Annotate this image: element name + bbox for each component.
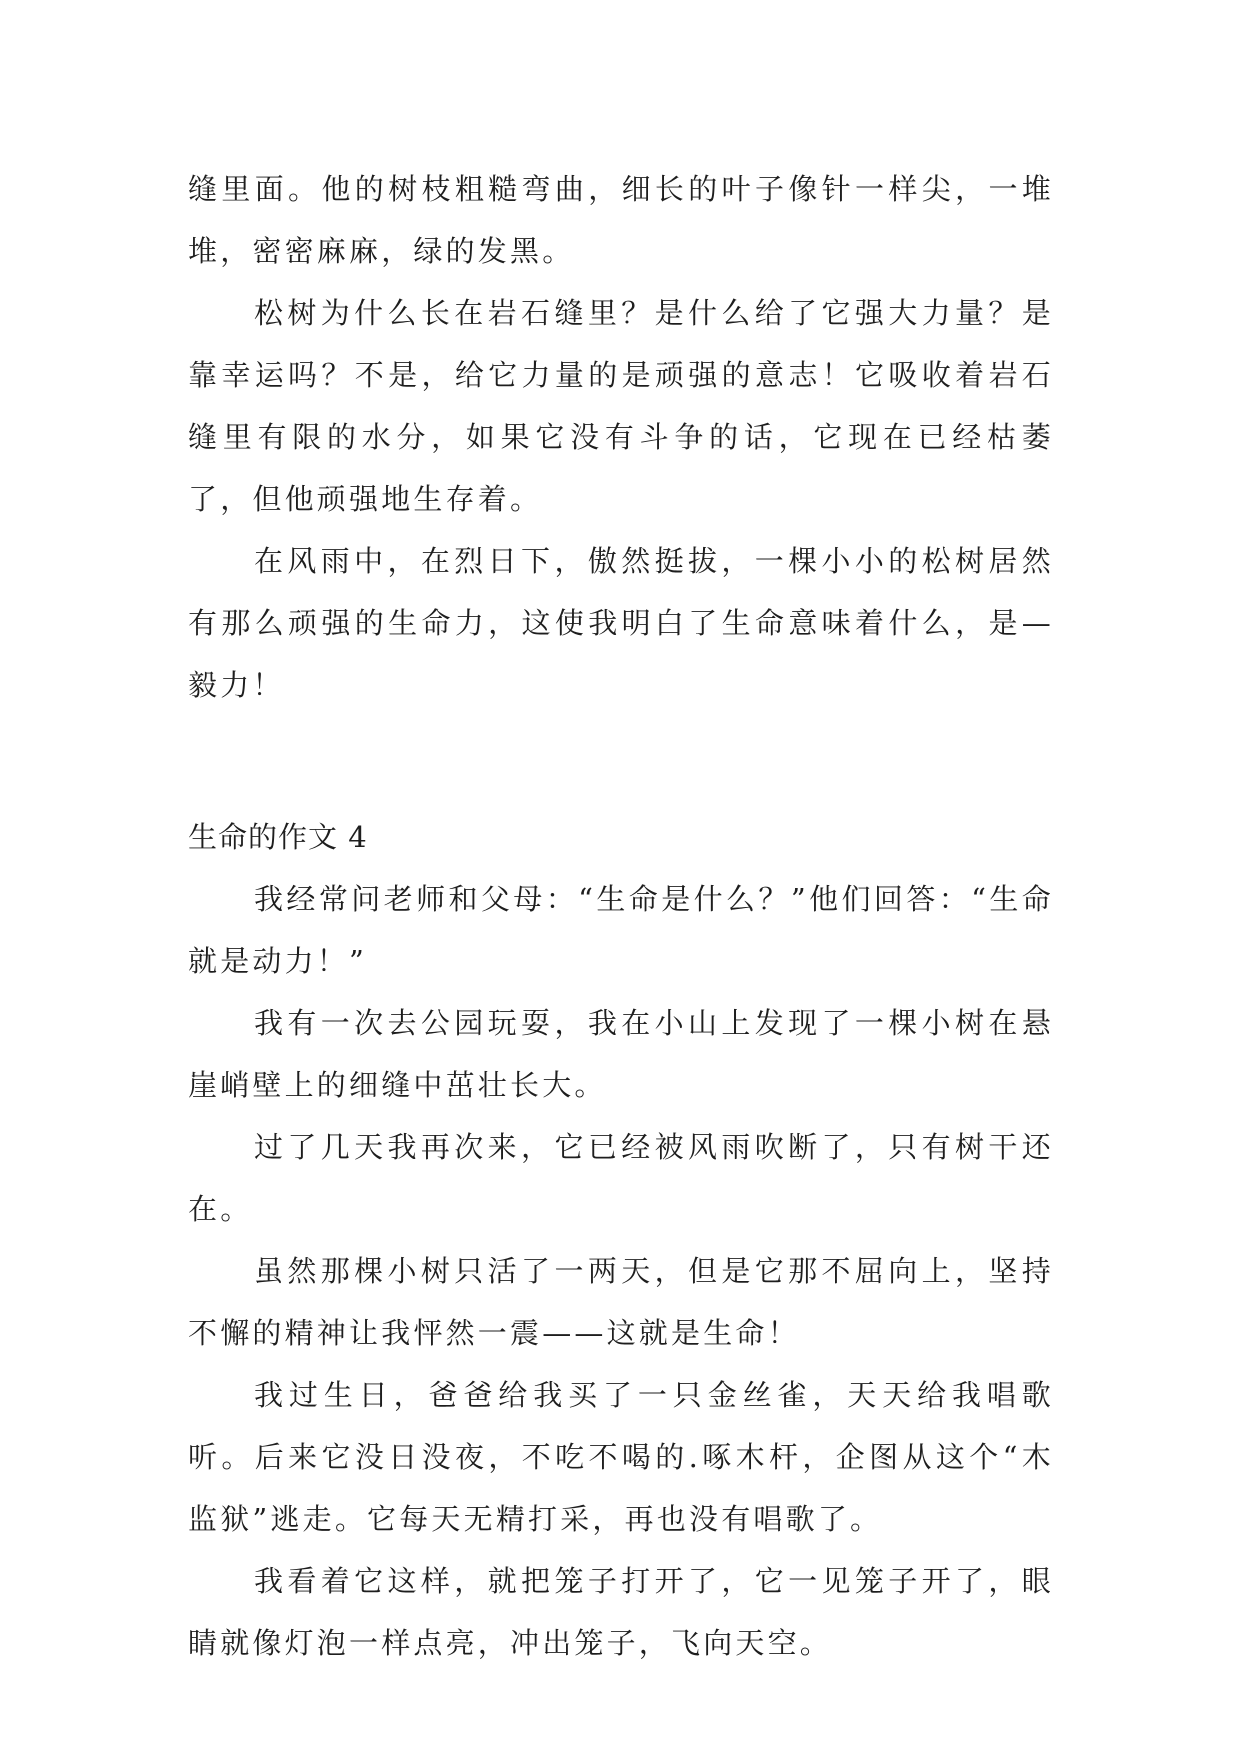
paragraph-cage-open: 我看着它这样，就把笼子打开了，它一见笼子开了，眼睛就像灯泡一样点亮，冲出笼子，飞向天空。 [188,1564,1054,1660]
paragraph-pine-conclusion: 在风雨中，在烈日下，傲然挺拔，一棵小小的松树居然有那么顽强的生命力，这使我明白了生命意味着什么，是—毅力！ [188,544,1054,702]
paragraph-canary: 我过生日，爸爸给我买了一只金丝雀，天天给我唱歌听。后来它没日没夜，不吃不喝的.啄木杆，企图从这个“木监狱”逃走。它每天无精打采，再也没有唱歌了。 [188,1378,1054,1536]
paragraph-continued: 缝里面。他的树枝粗糙弯曲，细长的叶子像针一样尖，一堆堆，密密麻麻，绿的发黑。 [188,172,1054,268]
document-body [188,158,1054,1674]
paragraph-park-tree: 我有一次去公园玩耍，我在小山上发现了一棵小树在悬崖峭壁上的细缝中茁壮长大。 [188,1006,1054,1102]
paragraph-pine-question: 松树为什么长在岩石缝里？是什么给了它强大力量？是靠幸运吗？不是，给它力量的是顽强的意志！它吸收着岩石缝里有限的水分，如果它没有斗争的话，它现在已经枯萎了，但他顽强地生存着。 [188,296,1054,516]
paragraph-what-is-life: 我经常问老师和父母：“生命是什么？”他们回答：“生命就是动力！” [188,882,1054,978]
section-title: 生命的作文 4 [188,820,368,854]
section-gap [188,716,1054,806]
paragraph-tree-broken: 过了几天我再次来，它已经被风雨吹断了，只有树干还在。 [188,1130,1054,1226]
paragraph-tree-spirit: 虽然那棵小树只活了一两天，但是它那不屈向上，坚持不懈的精神让我怦然一震——这就是生命！ [188,1254,1054,1350]
